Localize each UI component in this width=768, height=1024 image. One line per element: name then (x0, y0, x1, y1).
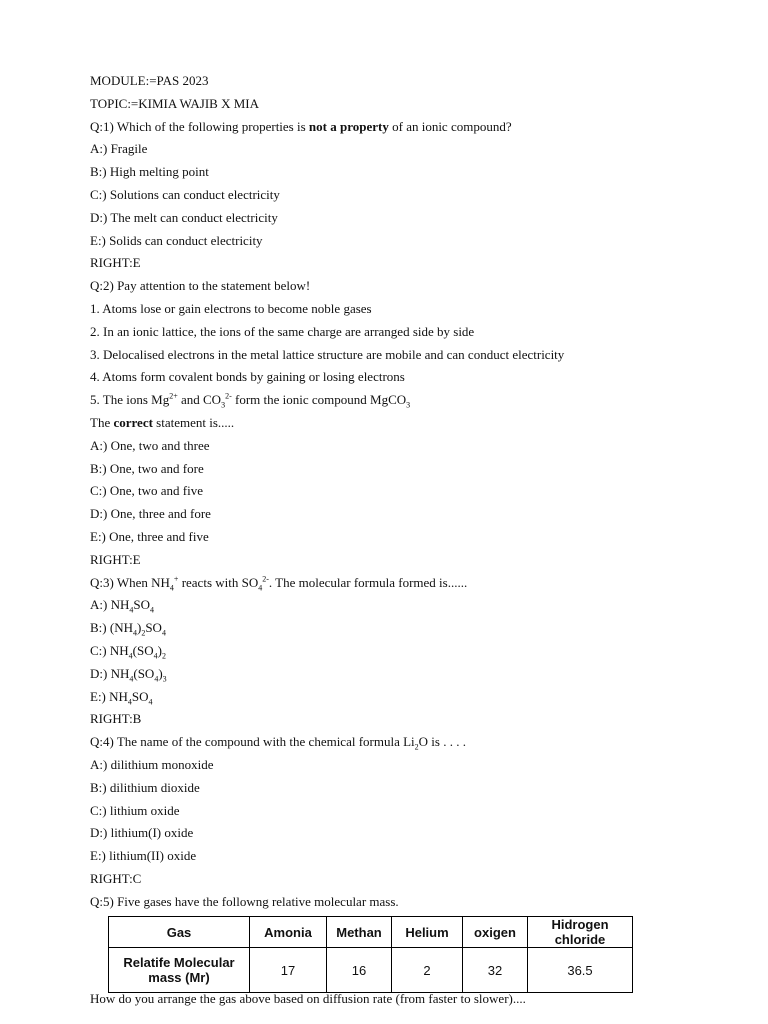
s5-charge: 2+ (169, 391, 178, 401)
formula-text: SO (133, 597, 150, 613)
q4-subscript: 2 (414, 742, 419, 752)
q3-option-d (90, 663, 690, 686)
question-5-followup: How do you arrange the gas above based on diffusion rate (from faster to slower).... (90, 991, 526, 1006)
q4-text: O is . . . . (418, 734, 466, 750)
q4-option-c: C:) lithium oxide (90, 802, 180, 818)
q4-option-d: D:) lithium(I) oxide (90, 825, 194, 841)
q3-option-a (90, 594, 690, 617)
s5-text: form the ionic compound MgCO (231, 392, 407, 408)
molecular-mass-table (108, 916, 633, 993)
formula-subscript: 4 (149, 605, 154, 615)
q1-option-b: B:) High melting point (90, 164, 209, 180)
formula-subscript: 4 (127, 697, 132, 707)
q3-charge: 2- (262, 574, 269, 584)
q2-statement-1: 1. Atoms lose or gain electrons to become noble gases (90, 300, 372, 316)
q1-answer: RIGHT:E (90, 255, 141, 271)
formula-text: D:) NH (90, 665, 130, 681)
q2-statement-3: 3. Delocalised electrons in the metal lattice structure are mobile and can conduct electricity (90, 346, 565, 362)
formula-text: ) (158, 665, 163, 681)
s5-text: 5. The ions Mg (90, 392, 170, 408)
q3-charge: + (173, 574, 179, 584)
table-header-cell: Methan (327, 917, 392, 948)
formula-subscript: 4 (154, 674, 159, 684)
q2-statement-5 (90, 389, 690, 412)
formula-text: SO (131, 688, 149, 704)
formula-subscript: 4 (132, 628, 137, 638)
module-line: MODULE:=PAS 2023 (90, 73, 209, 88)
s5-subscript: 3 (221, 400, 226, 410)
formula-subscript: 4 (161, 628, 166, 638)
q2-correct-prompt (90, 412, 690, 435)
formula-text: B:) (NH (90, 620, 133, 636)
table-cell: 36.5 (528, 948, 633, 993)
formula-text: SO (145, 620, 162, 636)
table-header-cell: Amonia (250, 917, 327, 948)
table-header-cell: Hidrogen chloride (528, 917, 633, 948)
table-cell: 17 (250, 948, 327, 993)
formula-text: E:) NH (90, 688, 128, 704)
q2-answer: RIGHT:E (90, 551, 141, 567)
table-row (109, 948, 633, 993)
q3-option-b (90, 617, 690, 640)
question-4-stem (90, 731, 690, 754)
q1-option-e: E:) Solids can conduct electricity (90, 232, 263, 248)
q1-emphasis: not a property (308, 118, 389, 134)
formula-subscript: 4 (129, 674, 134, 684)
formula-subscript: 4 (148, 697, 153, 707)
table-cell: 16 (327, 948, 392, 993)
table-header-cell: oxigen (463, 917, 528, 948)
q4-option-e: E:) lithium(II) oxide (90, 848, 197, 864)
q3-text: . The molecular formula formed is...... (268, 574, 468, 590)
q3-text: reacts with SO (178, 574, 259, 590)
q3-text: Q:3) When NH (90, 574, 170, 590)
q3-subscript: 4 (258, 583, 263, 593)
formula-text: (SO (133, 665, 155, 681)
q2-option-e: E:) One, three and five (90, 528, 209, 544)
formula-subscript: 2 (161, 651, 166, 661)
topic-line: TOPIC:=KIMIA WAJIB X MIA (90, 95, 259, 111)
formula-text: (SO (132, 642, 154, 658)
formula-subscript: 4 (128, 651, 133, 661)
q3-option-e (90, 686, 690, 709)
q3-subscript: 4 (169, 583, 174, 593)
q2-option-c: C:) One, two and five (90, 483, 204, 499)
table-row-label: Relatife Molecular mass (Mr) (109, 948, 250, 993)
s5-charge: 2- (225, 391, 232, 401)
q3-option-c (90, 640, 690, 663)
question-1-stem (90, 116, 690, 139)
table-cell: 32 (463, 948, 528, 993)
q4-text: Q:4) The name of the compound with the chemical formula Li (90, 734, 415, 750)
q4-option-b: B:) dilithium dioxide (90, 779, 200, 795)
q2-prompt-text: statement is..... (152, 414, 235, 430)
q2-statement-2: 2. In an ionic lattice, the ions of the same charge are arranged side by side (90, 323, 475, 339)
q1-suffix: of an ionic compound? (388, 118, 512, 134)
formula-subscript: 3 (162, 674, 167, 684)
q2-prompt-emphasis: correct (113, 414, 153, 430)
formula-subscript: 4 (153, 651, 158, 661)
q2-option-d: D:) One, three and fore (90, 506, 211, 522)
q1-option-a: A:) Fragile (90, 141, 148, 157)
q1-option-d: D:) The melt can conduct electricity (90, 209, 278, 225)
q1-option-c: C:) Solutions can conduct electricity (90, 186, 280, 202)
table-row (109, 917, 633, 948)
formula-text: ) (157, 642, 162, 658)
formula-text: ) (136, 620, 142, 636)
q2-prompt-text: The (90, 414, 114, 430)
q4-answer: RIGHT:C (90, 870, 142, 886)
s5-text: and CO (177, 392, 222, 408)
question-5-stem: Q:5) Five gases have the followng relative molecular mass. (90, 893, 399, 909)
document-body (90, 70, 690, 913)
table-header-cell: Gas (109, 917, 250, 948)
q1-prefix: Q:1) Which of the following properties is (90, 118, 309, 134)
s5-subscript: 3 (406, 400, 411, 410)
formula-text: C:) NH (90, 642, 129, 658)
formula-subscript: 4 (129, 605, 134, 615)
question-2-stem: Q:2) Pay attention to the statement below! (90, 278, 311, 294)
formula-text: A:) NH (90, 597, 130, 613)
q3-answer: RIGHT:B (90, 711, 142, 727)
q4-option-a: A:) dilithium monoxide (90, 756, 214, 772)
question-3-stem (90, 572, 690, 595)
table-cell: 2 (392, 948, 463, 993)
table-header-cell: Helium (392, 917, 463, 948)
q2-statement-4: 4. Atoms form covalent bonds by gaining or losing electrons (90, 369, 405, 385)
q2-option-b: B:) One, two and fore (90, 460, 204, 476)
q2-option-a: A:) One, two and three (90, 437, 210, 453)
formula-subscript: 2 (141, 628, 146, 638)
